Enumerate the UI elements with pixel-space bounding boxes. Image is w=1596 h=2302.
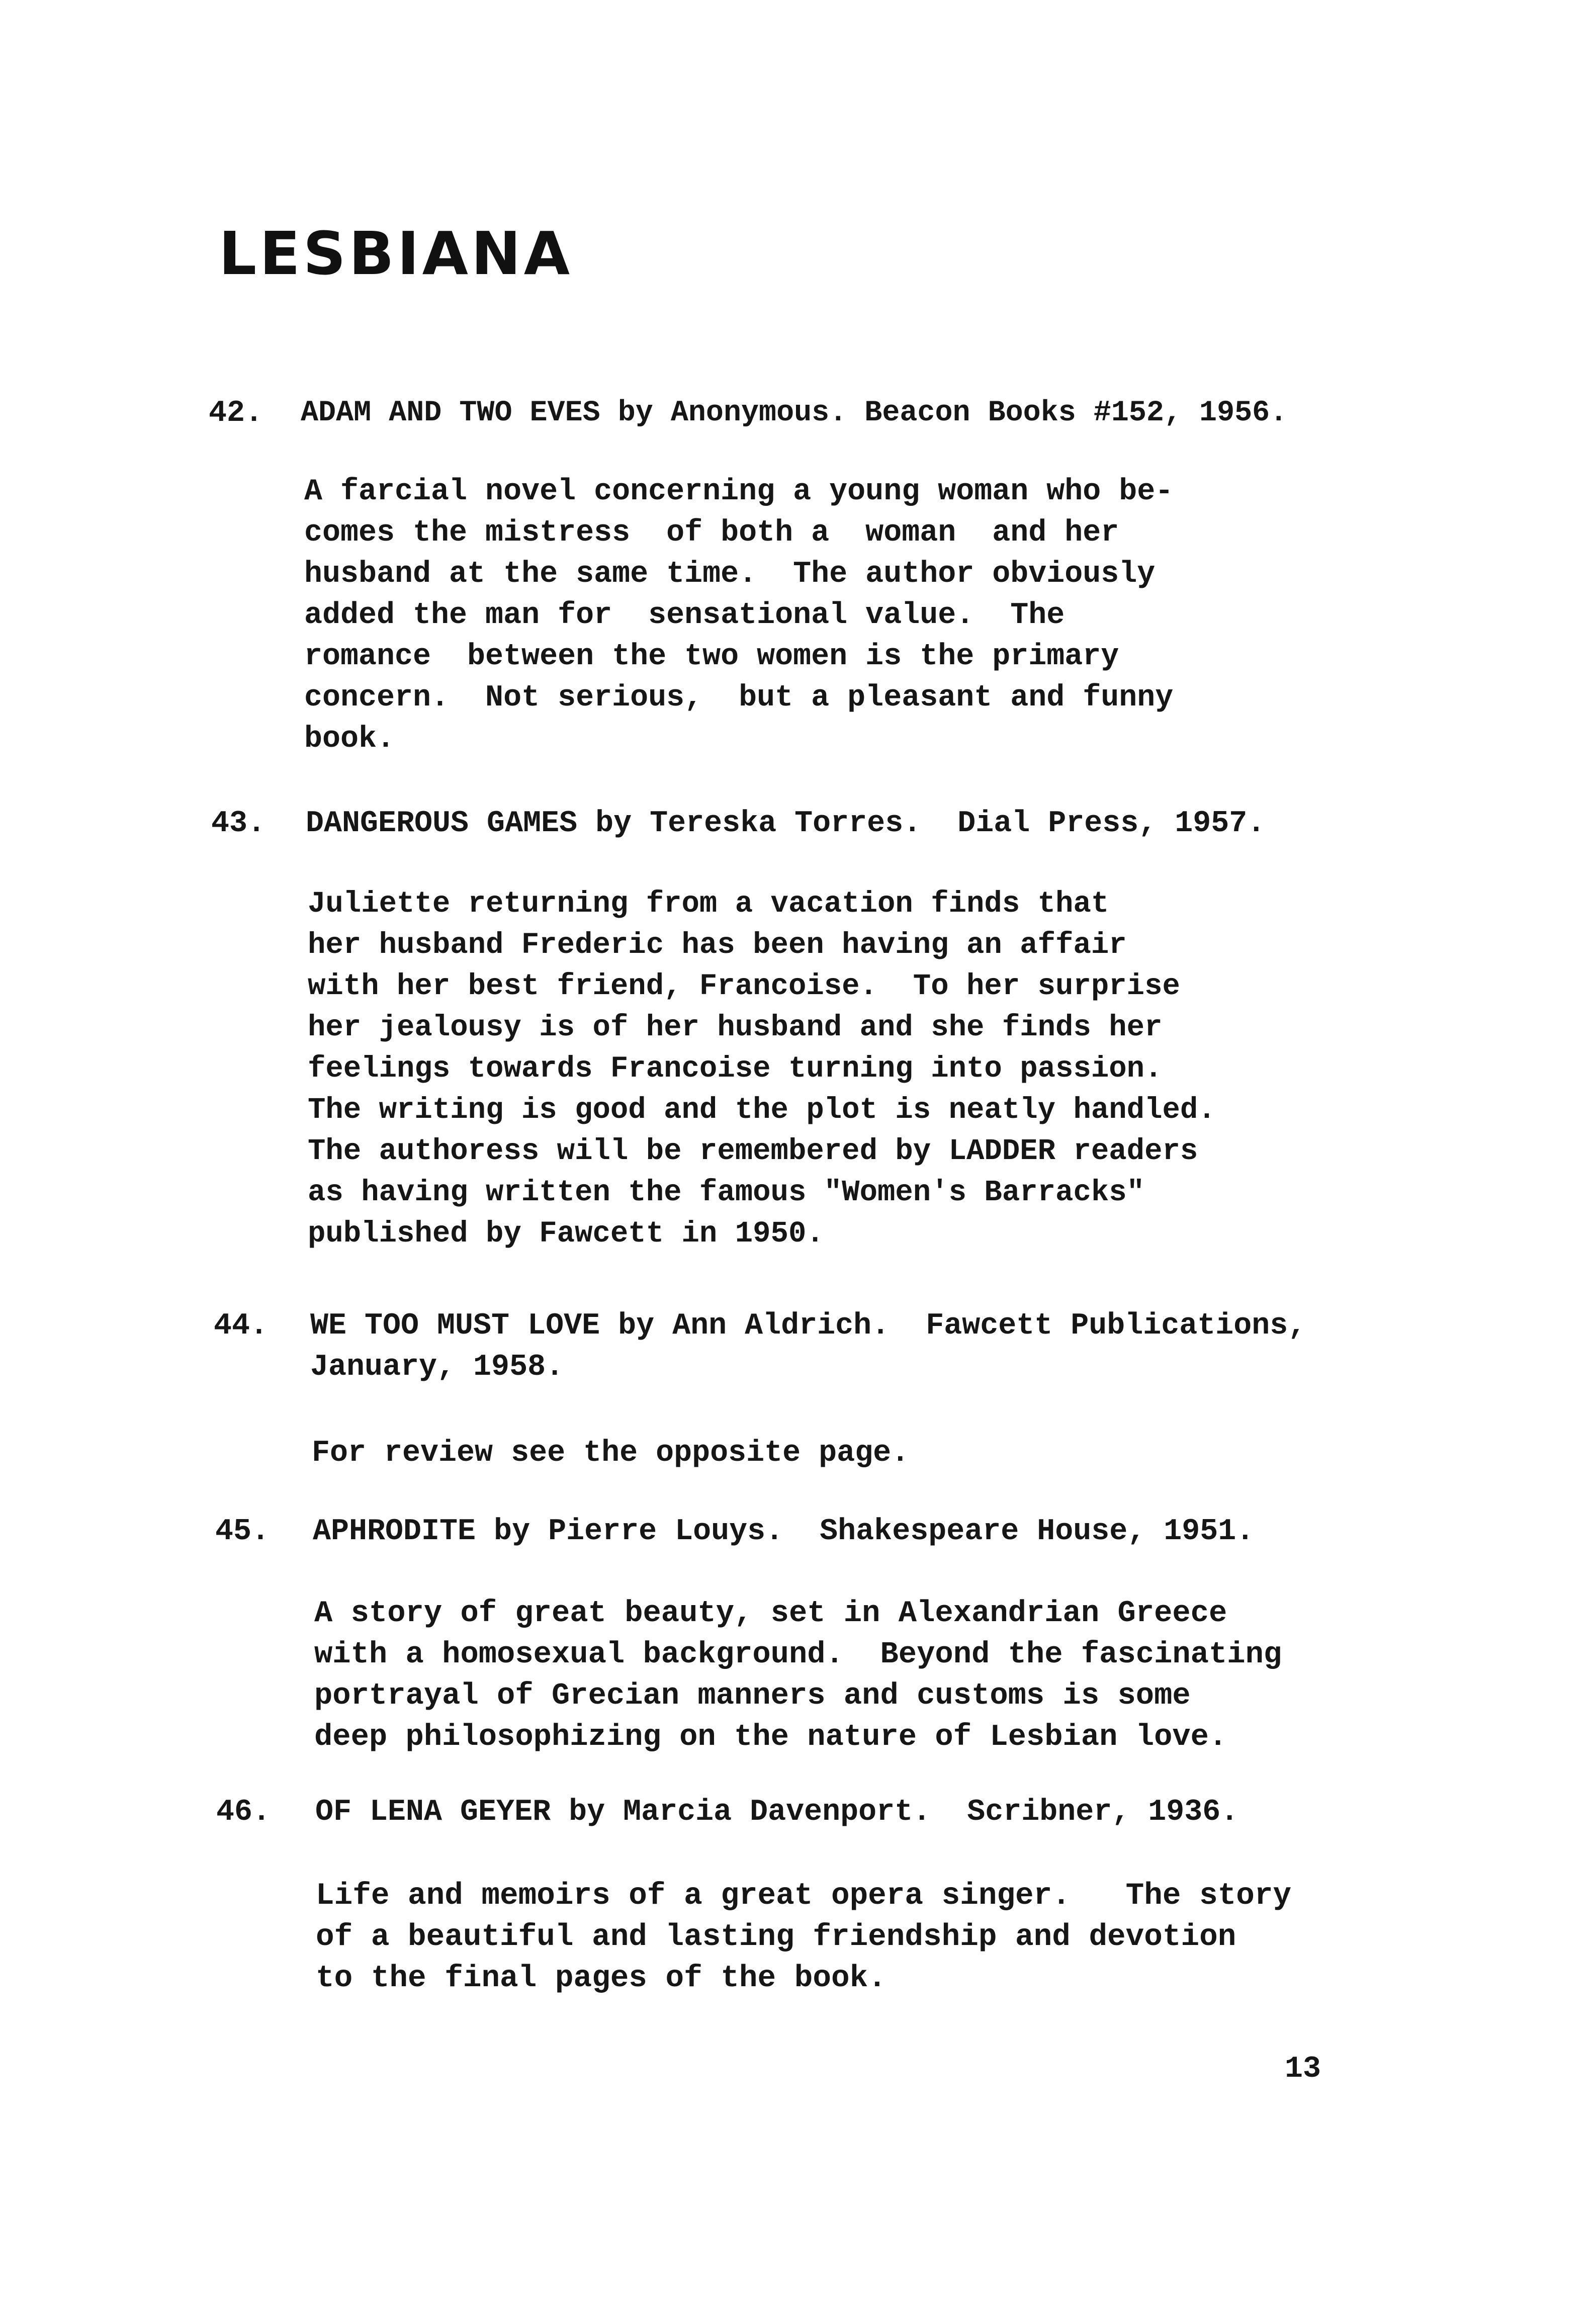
entry-number: 44. <box>214 1309 269 1343</box>
entry-review: For review see the opposite page. <box>312 1436 910 1470</box>
entry-citation: WE TOO MUST LOVE by Ann Aldrich. Fawcett Publications, <box>310 1309 1306 1343</box>
entry-number: 45. <box>215 1515 270 1549</box>
entry-number: 42. <box>209 396 263 430</box>
entry-review: Juliette returning from a vacation finds that her husband Frederic has been having an affair with her best friend, Francoise. To her surprise her jealousy is of her husband and she finds her feelings towards Francoise turning into passion. The writing is good and the plot is neatly handled. The authoress will be remembered by LADDER readers as having written the famous "Women's Barracks" published by Fawcett in 1950. <box>308 887 1216 1251</box>
entry-citation: ADAM AND TWO EVES by Anonymous. Beacon Books #152, 1956. <box>301 396 1288 429</box>
entry-review: A story of great beauty, set in Alexandrian Greece with a homosexual background. Beyond the fascinating portrayal of Grecian manners and customs is some deep philosophizing on the nature of Lesbian love. <box>314 1597 1282 1754</box>
page-number: 13 <box>1285 2052 1321 2086</box>
entry-review: A farcial novel concerning a young woman who be- comes the mistress of both a woman and her husband at the same time. The author obviously added the man for sensational value. The romance between the two women is the primary concern. Not serious, but a pleasant and funny book. <box>304 475 1174 756</box>
entry-citation-continued: January, 1958. <box>310 1350 564 1384</box>
entry-citation: APHRODITE by Pierre Louys. Shakespeare House, 1951. <box>313 1515 1255 1549</box>
entry-review: Life and memoirs of a great opera singer. The story of a beautiful and lasting friendship and devotion to the final pages of the book. <box>316 1879 1292 1996</box>
entry-citation: OF LENA GEYER by Marcia Davenport. Scribner, 1936. <box>315 1795 1239 1829</box>
page-title: LESBIANA <box>219 219 573 288</box>
entry-number: 43. <box>211 807 266 841</box>
entry-number: 46. <box>216 1795 271 1829</box>
entry-citation: DANGEROUS GAMES by Tereska Torres. Dial Press, 1957. <box>306 807 1266 841</box>
